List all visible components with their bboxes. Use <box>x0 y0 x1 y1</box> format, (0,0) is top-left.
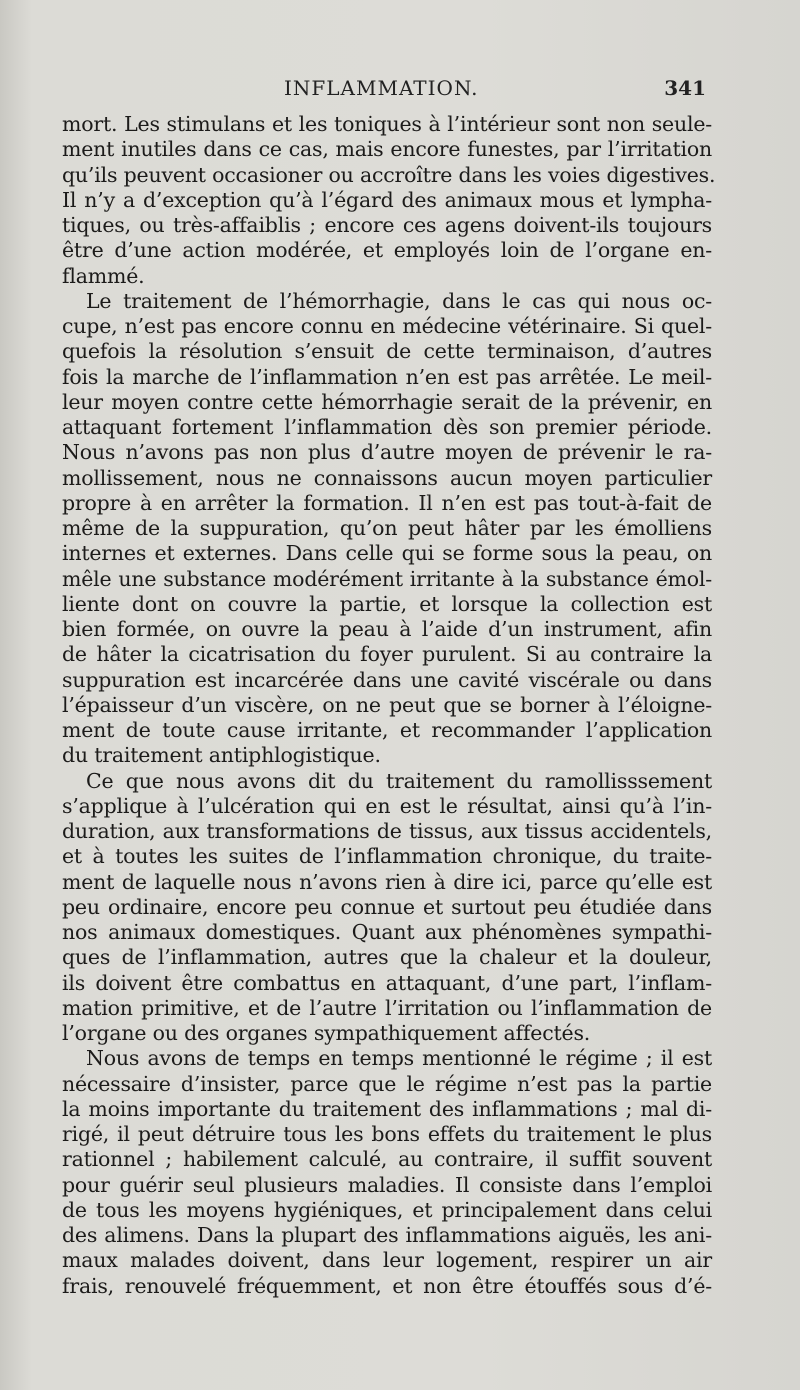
text-line: même de la suppuration, qu’on peut hâter par les émolliens <box>62 516 712 540</box>
text-line: de hâter la cicatrisation du foyer purulent. Si au contraire la <box>62 642 712 667</box>
text-line: ment de toute cause irritante, et recommander l’application <box>62 718 712 742</box>
text-line: rationnel ; habilement calculé, au contraire, il suffit souvent <box>62 1147 712 1172</box>
running-head <box>60 76 710 106</box>
text-line: cupe, n’est pas encore connu en médecine vétérinaire. Si quel- <box>62 314 712 338</box>
running-title: INFLAMMATION. <box>284 76 479 100</box>
text-line: de tous les moyens hygiéniques, et principalement dans celui <box>62 1197 712 1222</box>
text-line: liente dont on couvre la partie, et lorsque la collection est <box>62 591 712 616</box>
text-line: pour guérir seul plusieurs maladies. Il consiste dans l’emploi <box>62 1172 712 1197</box>
text-line: Le traitement de l’hémorrhagie, dans le cas qui nous oc- <box>86 288 712 313</box>
text-line: l’organe ou des organes sympathiquement affectés. <box>62 1021 591 1045</box>
text-line: Il n’y a d’exception qu’à l’égard des animaux mous et lympha- <box>62 187 712 212</box>
page-number: 341 <box>664 76 706 100</box>
text-line: mation primitive, et de l’autre l’irritation ou l’inflammation de <box>62 995 712 1020</box>
text-line: suppuration est incarcérée dans une cavité viscérale ou dans <box>62 667 712 692</box>
text-line: Nous n’avons pas non plus d’autre moyen de prévenir le ra- <box>62 440 712 465</box>
text-line: mort. Les stimulans et les toniques à l’intérieur sont non seule- <box>62 112 712 136</box>
text-line: duration, aux transformations de tissus, aux tissus accidentels, <box>62 819 712 843</box>
text-line: et à toutes les suites de l’inflammation chronique, du traite- <box>62 844 712 869</box>
text-line: mêle une substance modérément irritante à la substance émol- <box>62 566 712 591</box>
text-line: attaquant fortement l’inflammation dès son premier période. <box>62 415 712 439</box>
text-line: Ce que nous avons dit du traitement du ramollisssement <box>86 768 712 793</box>
text-line: Nous avons de temps en temps mentionné le régime ; il est <box>86 1046 712 1071</box>
text-line: être d’une action modérée, et employés loin de l’organe en- <box>62 238 712 263</box>
text-line: frais, renouvelé fréquemment, et non être étouffés sous d’é- <box>62 1273 712 1298</box>
text-line: l’épaisseur d’un viscère, on ne peut que se borner à l’éloigne- <box>62 692 712 717</box>
text-line: la moins importante du traitement des inflammations ; mal di- <box>62 1096 712 1121</box>
text-line: quefois la résolution s’ensuit de cette terminaison, d’autres <box>62 339 712 364</box>
text-line: mollissement, nous ne connaissons aucun moyen particulier <box>62 465 712 490</box>
text-line: peu ordinaire, encore peu connue et surtout peu étudiée dans <box>62 894 712 919</box>
text-line: fois la marche de l’inflammation n’en est pas arrêtée. Le meil- <box>62 364 712 389</box>
text-line: internes et externes. Dans celle qui se forme sous la peau, on <box>62 541 712 566</box>
text-line: s’applique à l’ulcération qui en est le résultat, ainsi qu’à l’in- <box>62 793 712 818</box>
text-line: flammé. <box>62 263 145 288</box>
text-line: nos animaux domestiques. Quant aux phénomènes sympathi- <box>62 920 712 944</box>
text-line: propre à en arrêter la formation. Il n’en est pas tout-à-fait de <box>62 490 712 515</box>
text-line: qu’ils peuvent occasioner ou accroître dans les voies digestives. <box>62 162 716 187</box>
body-text <box>62 112 716 1324</box>
text-line: bien formée, on ouvre la peau à l’aide d’un instrument, afin <box>62 617 712 641</box>
text-line: ment inutiles dans ce cas, mais encore funestes, par l’irritation <box>62 137 712 162</box>
text-line: du traitement antiphlogistique. <box>62 743 381 768</box>
text-line: des alimens. Dans la plupart des inflammations aiguës, les ani- <box>62 1223 712 1247</box>
text-line: ment de laquelle nous n’avons rien à dire ici, parce qu’elle est <box>62 869 712 894</box>
text-line: leur moyen contre cette hémorrhagie serait de la prévenir, en <box>62 389 712 414</box>
text-line <box>62 1299 712 1324</box>
text-line: ques de l’inflammation, autres que la chaleur et la douleur, <box>62 945 712 970</box>
text-line: ils doivent être combattus en attaquant, d’une part, l’inflam- <box>62 970 712 995</box>
text-line: maux malades doivent, dans leur logement, respirer un air <box>62 1248 712 1273</box>
text-line: tiques, ou très-affaiblis ; encore ces agens doivent-ils toujours <box>62 213 712 237</box>
text-line: rigé, il peut détruire tous les bons effets du traitement le plus <box>62 1122 712 1146</box>
text-line: nécessaire d’insister, parce que le régime n’est pas la partie <box>62 1071 712 1096</box>
